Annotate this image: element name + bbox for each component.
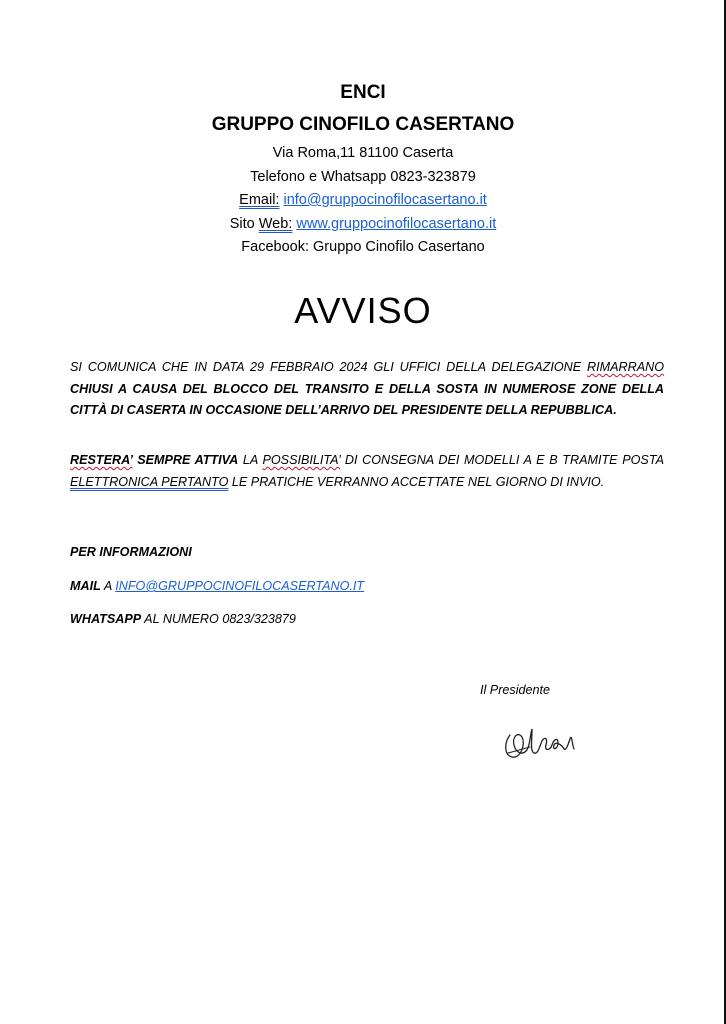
- mail-a: A: [100, 579, 116, 593]
- address: Via Roma,11 81100 Caserta: [272, 145, 454, 161]
- p2-flagged-word-2: POSSIBILITA’: [262, 453, 341, 467]
- p2-flagged-word-3: ELETTRONICA PERTANTO: [70, 474, 229, 489]
- p2-text-3: LE PRATICHE VERRANNO ACCETTATE NEL GIORNO DI INVIO.: [228, 474, 605, 489]
- whatsapp-number: AL NUMERO 0823/323879: [141, 612, 296, 626]
- notice-title: AVVISO: [294, 290, 432, 331]
- site-prefix: Sito: [229, 215, 255, 232]
- p1-bold-text: CHIUSI A CAUSA DEL BLOCCO DEL TRANSITO E DELLA SOSTA IN NUMEROSE ZONE DELLA CITTÀ DI CASERTA IN OCCASIONE DELL’ARRIVO DEL PRESIDENTE DELLA REPUBBLICA.: [70, 381, 664, 417]
- mail-label: MAIL: [70, 579, 101, 593]
- paragraph-email-submission: [70, 450, 664, 493]
- email-line: [0, 189, 726, 213]
- phone: Telefono e Whatsapp 0823-323879: [250, 168, 476, 185]
- info-heading: PER INFORMAZIONI: [70, 545, 192, 559]
- website-line: [0, 213, 726, 237]
- p2-text-2: DI CONSEGNA DEI MODELLI A E B TRAMITE POSTA: [340, 453, 664, 467]
- website-link[interactable]: www.gruppocinofilocasertano.it: [296, 215, 497, 232]
- whatsapp-line: [70, 612, 296, 626]
- email-link[interactable]: info@gruppocinofilocasertano.it: [283, 192, 487, 208]
- mail-line: [70, 579, 364, 593]
- site-label: Web:: [258, 215, 293, 232]
- org-name: ENCI: [340, 82, 386, 103]
- p1-flagged-word: RIMARRANO: [587, 360, 664, 374]
- signature-label: Il Presidente: [480, 683, 551, 697]
- p2-bold-text: SEMPRE ATTIVA: [132, 453, 239, 467]
- p1-text: SI COMUNICA CHE IN DATA 29 FEBBRAIO 2024 GLI UFFICI DELLA DELEGAZIONE: [70, 360, 588, 374]
- letterhead: [0, 78, 726, 260]
- p2-text-1: LA: [238, 453, 263, 467]
- group-name: GRUPPO CINOFILO CASERTANO: [211, 114, 515, 135]
- whatsapp-label: WHATSAPP: [70, 612, 142, 626]
- p2-flagged-word-1: RESTERA’: [70, 453, 133, 467]
- email-label: Email:: [239, 192, 280, 208]
- paragraph-closure: [70, 357, 664, 422]
- signature-image: [500, 715, 584, 767]
- mail-link[interactable]: INFO@GRUPPOCINOFILOCASERTANO.IT: [115, 579, 365, 593]
- facebook-line: Facebook: Gruppo Cinofilo Casertano: [241, 239, 485, 255]
